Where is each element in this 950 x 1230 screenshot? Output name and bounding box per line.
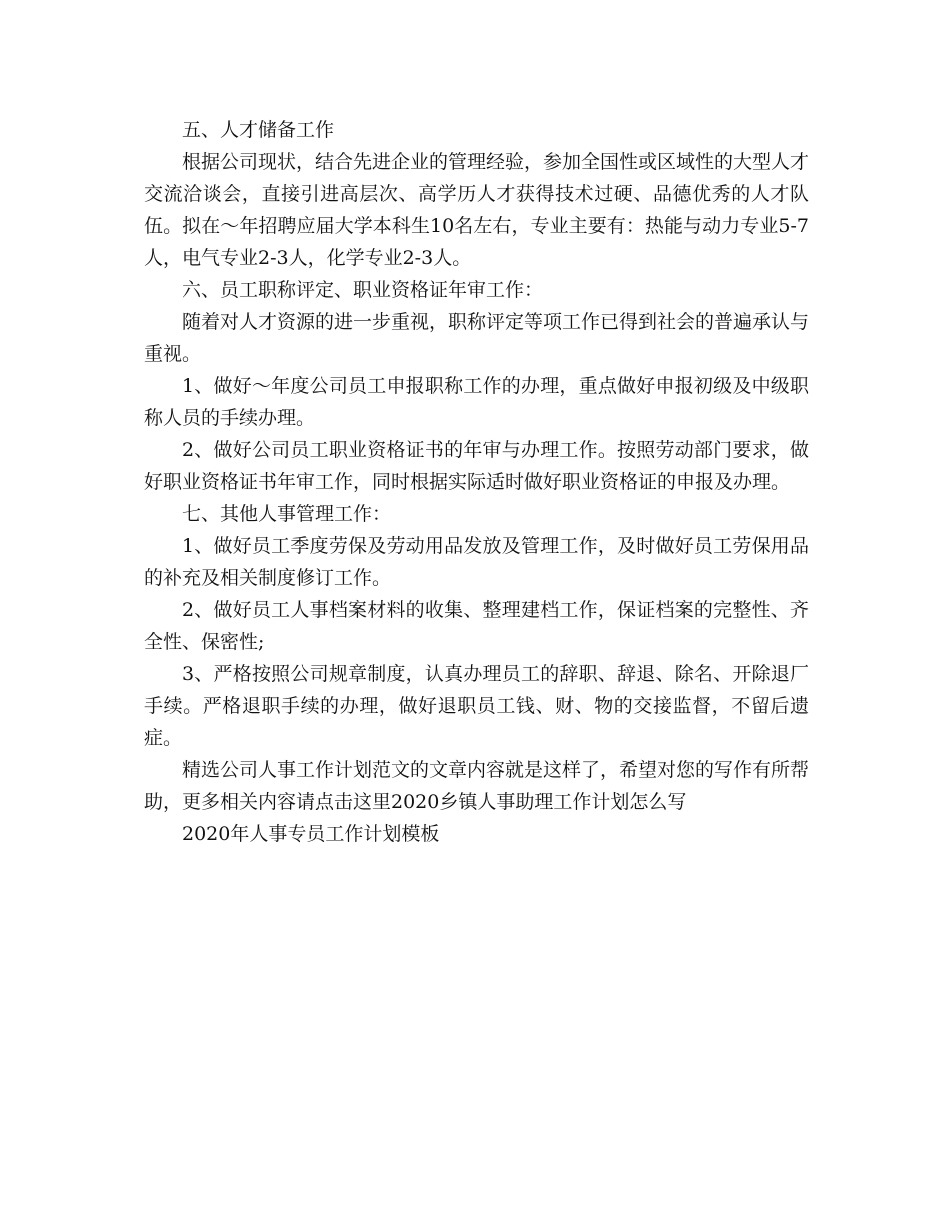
paragraph-resignation-procedures: 3、严格按照公司规章制度，认真办理员工的辞职、辞退、除名、开除退厂手续。严格退职手续的办理，做好退职员工钱、财、物的交接监督，不留后遗症。 <box>144 663 809 749</box>
related-article-link[interactable]: 2020年人事专员工作计划模板 <box>182 823 440 845</box>
paragraph-talent-recruitment: 根据公司现状，结合先进企业的管理经验，参加全国性或区域性的大型人才交流洽谈会，直接引进高层次、高学历人才获得技术过硬、品德优秀的人才队伍。拟在～年招聘应届大学本科生10名左右，专业主要有：热能与动力专业5-7人，电气专业2-3人，化学专业2-3人。 <box>144 151 810 269</box>
paragraph-closing-note: 精选公司人事工作计划范文的文章内容就是这样了，希望对您的写作有所帮助，更多相关内容请点击这里2020乡镇人事助理工作计划怎么写 <box>144 759 810 813</box>
section-heading-other-hr: 七、其他人事管理工作： <box>182 503 392 525</box>
paragraph-personnel-files: 2、做好员工人事档案材料的收集、整理建档工作，保证档案的完整性、齐全性、保密性; <box>144 599 809 653</box>
paragraph-title-application: 1、做好～年度公司员工申报职称工作的办理，重点做好申报初级及中级职称人员的手续办理。 <box>144 375 809 429</box>
paragraph-qualification-review: 2、做好公司员工职业资格证书的年审与办理工作。按照劳动部门要求，做好职业资格证书年审工作，同时根据实际适时做好职业资格证的申报及办理。 <box>144 439 809 493</box>
paragraph-title-evaluation-intro: 随着对人才资源的进一步重视，职称评定等项工作已得到社会的普遍承认与重视。 <box>144 311 810 365</box>
paragraph-labor-protection: 1、做好员工季度劳保及劳动用品发放及管理工作，及时做好员工劳保用品的补充及相关制度修订工作。 <box>144 535 809 589</box>
section-heading-title-evaluation: 六、员工职称评定、职业资格证年审工作： <box>182 279 544 301</box>
document-body <box>144 114 809 850</box>
section-heading-talent-reserve: 五、人才储备工作 <box>182 119 335 141</box>
